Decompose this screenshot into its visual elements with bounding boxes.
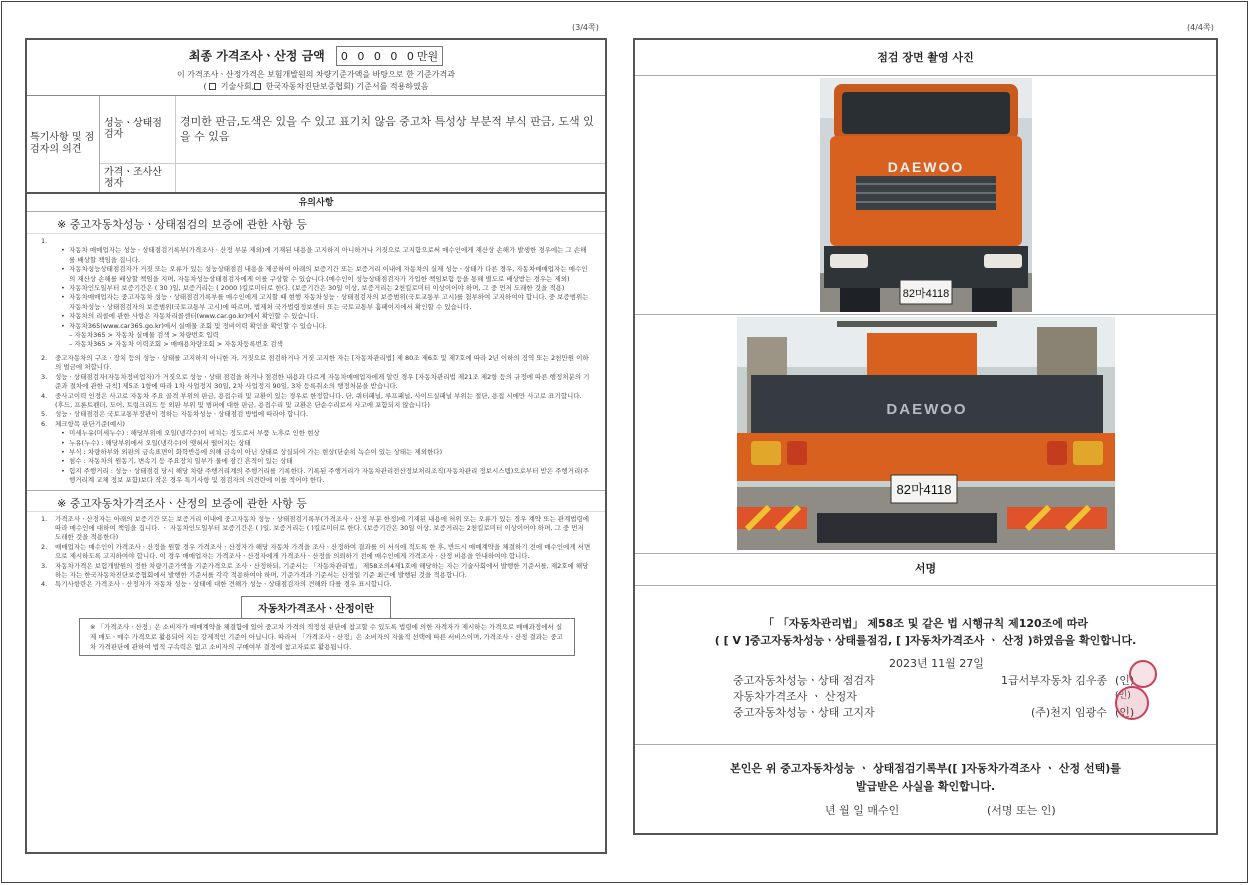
list-item: 4. 특기사항란은 가격조사ㆍ산정자가 자동차 성능ㆍ상태에 대한 견해가 성능ㆍ상태점검자의 견해와 다를 경우 표시합니다.	[41, 580, 392, 589]
list-item: • 자동차매매업자는 중고자동차 성능ㆍ상태점검기록부를 매수인에게 고지할 때 현행 자동차성능ㆍ상태점검자의 보증범위(국토교통부 고시)를 첨부하여 고지하여야 합니다. 중 보증범위는 자동차성능ㆍ상태점검자의 보증범위(국토교통부 고시)에 따르며, 법제처 국가법령정보센터 또는 국토교통부 홈페이지에서 확인할 수 있습니다.	[61, 293, 589, 311]
brand-logo-front: DAEWOO	[887, 159, 965, 175]
page-number-right: (4/4쪽)	[1187, 23, 1214, 32]
truck-front-photo	[820, 78, 1032, 312]
price-unit: 만원	[416, 49, 439, 63]
truck-rear-image	[737, 317, 1115, 550]
notifier-stamp	[1115, 686, 1149, 720]
law-line-1: 「 「자동차관리법」 제58조 및 같은 법 시행규칙 제120조에 따라	[762, 617, 1089, 630]
list-item: 1. 가격조사ㆍ산정자는 아래의 보증기간 또는 보증거리 이내에 중고자동차 성능ㆍ상태점검기록부(가격조사ㆍ산정 부분 한정)에 기재된 내용에 허위 또는 오류가 있는 경우 계약 또는 관계법령에 따라 매수인에 대하여 책임을 집니다. ㆍ 자동차인도일부터 보증기간은 ( )일, 보증거리는 ( )킬로미터로 한다. (보증기간은 30일 이상, 보증거리는 2천킬로미터 이상이어야 하며, 그 중 먼저 도래한 것을 적용한다)	[41, 514, 590, 542]
appraisal-title: 자동차가격조사ㆍ산정이란	[241, 596, 391, 618]
notifier-name: (주)천지 임광수	[1031, 706, 1107, 719]
sign-date: 2023년 11월 27일	[889, 657, 984, 670]
confirm-line-2: 발급받은 사실을 확인합니다.	[855, 780, 996, 793]
remarks-price-label: 가격ㆍ조사산정자	[100, 164, 176, 192]
confirm-divider	[635, 744, 1216, 745]
signature-divider	[635, 585, 1216, 586]
appraiser-label: 자동차가격조사 ㆍ 산정자	[733, 690, 857, 703]
page-3	[25, 38, 607, 854]
list-item: • 자동차의 리콜에 관한 사항은 자동차리콜센터(www.car.go.kr)에서 확인할 수 있습니다.	[61, 312, 319, 321]
list-item: • 누유(누수) : 해당부위에서 오일(냉각수)이 맺혀서 떨어지는 상태	[61, 438, 251, 447]
appraisal-box: ※ 「가격조사ㆍ산정」은 소비자가 매매계약을 체결함에 있어 중고차 가격의 적정성 판단에 참고할 수 있도록 법령에 의한 자격자가 제시하는 가격으로 매매과정에서 실제 매도ㆍ매수 가격으로 활용되어 지는 강제적인 기준이 아닙니다. 따라서 「가격조사ㆍ산정」은 소비자의 자율적 선택에 따른 서비스이며, 가격조사ㆍ산정 결과는 중고차 가격판단에 관하여 법적 구속력은 없고 소비자의 구매여부 결정에 참고자료로 활용됩니다.	[79, 618, 575, 656]
list-item: 2. 매매업자는 매수인이 가격조사ㆍ산정을 원할 경우 가격조사ㆍ산정자가 해당 자동차 가격을 조사ㆍ산정하여 결과를 이 서식에 적도록 한 후, 반드시 매매계약을 체결하기 전에 매수인에게 서면으로 제시하도록 고지하여야 합니다. 이 경우 매매업자는 가격조사ㆍ산정자에게 가격조사ㆍ산정을 의뢰하기 전에 매수인에게 가격조사ㆍ산정 비용을 안내하여야 합니다.	[41, 542, 591, 561]
list-item: 3. 자동차가격은 보험개발원의 정한 차량기준가액을 기준가격으로 조사ㆍ산정하되, 기준서는 「자동차관리법」 제58조의4제1호에 해당하는 자는 기술사회에서 발행한 기준서를, 제2호에 해당하는 자는 한국자동차진단보증협회에서 발행한 기준서를 각각 적용하여야 하며, 기준가격과 기준서는 산정일 기준 최근에 발행된 것을 적용합니다.	[41, 561, 589, 579]
price-box	[336, 46, 443, 66]
list-item: • 자동차인도일부터 보증기간은 ( 30 )일, 보증거리는 ( 2000 )킬로미터로 한다. (보증기간은 30일 이상, 보증거리는 2천킬로미터 이상이어야 하며, 그 중 먼저 도래한 것을 적용)	[61, 284, 565, 293]
notice-price	[27, 512, 605, 590]
remarks-row-perf	[100, 96, 605, 164]
confirm-line-1: 본인은 위 중고자동차성능 ㆍ 상태점검기록부([ ]자동차가격조사 ㆍ 산정 선택)를	[730, 762, 1121, 775]
notifier-seal-mark: (인)	[1115, 706, 1135, 719]
notice-performance: 1. • 자동차 매매업자는 성능ㆍ상태점검기록부(가격조사ㆍ산정 부분 제외)에 기재된 내용을 고지하지 아니하거나 거짓으로 고지함으로써 매수인에게 재산상 손해가 발생한 경우에는 그 손해를 배상할 책임을 집니다. • 자동차성능상태점검자가 거짓 또는 오류가 있는 성능상태점검 내용을 제공하여 아래의 보증기간 또는 보증거리 이내에 자동차의 실제 성능ㆍ상태가 다른 경우, 자동차매매업자는 매수인의 재산상 손해를 배상할 책임을 지며, 자동차성능상태점검자에게 이를 구상할 수 있습니다.(매수인이 성능상태점검자가 가입한 책임보험 등을 통해 별도로 배상받는 경우는 제외) • 자동차인도일부터 보증기간은 ( 30 )일, 보증거리는 ( 2000 )킬로미터로 한다. (보증기간은 30일 이상, 보증거리는 2천킬로미터 이상이어야 하며, 그 중 먼저 도래한 것을 적용) • 자동차매매업자는 중고자동차 성능ㆍ상태점검기록부를 매수인에게 고지할 때 현행 자동차성능ㆍ상태점검자의 보증범위(국토교통부 고시)를 첨부하여 고지하여야 합니다. 중 보증범위는 자동차성능ㆍ상태점검자의 보증범위(국토교통부 고시)에 따르며, 법제처 국가법령정보센터 또는 국토교통부 홈페이지에서 확인할 수 있습니다. • 자동차의 리콜에 관한 사항은 자동차리콜센터(www.car.go.kr)에서 확인할 수 있습니다. • 자동차365(www.car365.go.kr)에서 실매물 조회 및 정비이력 확인을 확인할 수 있습니다. – 자동차365 > 자동차 실매물 검색 > 차량번호 입력 – 자동차365 > 자동차 이력조회 > 매매용차량조회 > 자동차등록번호 검색 2. 중고자동차의 구조ㆍ장치 등의 성능ㆍ상태를 고지하지 아니한 자, 거짓으로 점검하거나 거짓 고지한 자는 [자동차관리법] 제 80조 제6호 및 제7호에 따라 2년 이하의 징역 또는 2천만원 이하의 벌금에 처합니다. 3. 성능ㆍ상태점검자(자동차정비업자)가 거짓으로 성능ㆍ상태 점검을 하거나 점검한 내용과 다르게 자동차매매업자에게 알린 경우 [자동차관리법 제21조 제2항 등의 규정에 따른 행정처분의 기준과 절차에 관한 규칙] 제5조 1항에 따라 1차 사업정지 30일, 2차 사업정지 90일, 3차 등록취소의 행정처분을 받습니다. 4. 중사고이력 인정은 사고로 자동차 주요 골격 부위의 판금, 용접수리 및 교환이 있는 경우로 한정합니다. 단, 쿼터패널, 루프패널, 사이드실패널 부위는 절단, 용접 시에만 사고로 표기합니다. (후드, 프론트펜더, 도어, 트렁크리드 등 외판 부위 및 범퍼에 대한 판금, 용접수리 및 교환은 단순수리로서 사고에 포함되지 않습니다) 5. 성능ㆍ상태점검은 국토교통부장관이 정하는 자동차성능ㆍ상태점검 방법에 따라야 합니다. 6. 체크항목 판단기준(예시) • 미세누유(미세누수) : 해당부위에 오일(냉각수)이 비치는 정도로서 부품 노후로 인한 현상 • 누유(누수) : 해당부위에서 오일(냉각수)이 맺혀서 떨어지는 상태 • 부식 : 차량하부와 외판의 금속표면이 화학반응에 의해 금속이 아닌 상태로 상실되어 가는 현상(단순히 녹슨이 있는 상태는 제외한다) • 침수 : 자동차의 원동기, 변속기 등 주요장치 일부가 물에 잠긴 흔적이 있는 상태 • 험지 주행거리 : 성능ㆍ상태점검 당시 해당 차량 주행거리계의 주행거리를 기록한다. 기록된 주행거리가 자동차관리전산정보처리조직(자동차관리 정보시스템)으로부터 받은 주행거리(주행거리계 교체 정보 포함)보다 작은 경우 특기사항 및 점검자의 의견란에 이를 적어야 한다.	[41, 237, 590, 485]
page-number-left: (3/4쪽)	[572, 23, 599, 32]
list-item: 6. 체크항목 판단기준(예시)	[41, 419, 125, 428]
list-item: • 자동차 매매업자는 성능ㆍ상태점검기록부(가격조사ㆍ산정 부분 제외)에 기재된 내용을 고지하지 아니하거나 거짓으로 고지함으로써 매수인에게 재산상 손해가 발생한 경우에는 그 손해를 배상할 책임을 집니다.	[61, 246, 587, 264]
list-item: 4. 중사고이력 인정은 사고로 자동차 주요 골격 부위의 판금, 용접수리 및 교환이 있는 경우로 한정합니다. 단, 쿼터패널, 루프패널, 사이드실패널 부위는 절단, 용접 시에만 사고로 표기합니다. (후드, 프론트펜더, 도어, 트렁크리드 등 외판 부위 및 범퍼에 대한 판금, 용접수리 및 교환은 단순수리로서 사고에 포함되지 않습니다)	[41, 391, 582, 409]
price-digits: 0 0 0 0 0	[340, 49, 417, 63]
remarks-price-text	[176, 164, 605, 192]
plate-front: 82마4118	[902, 288, 950, 300]
inspector-stamp	[1129, 660, 1157, 688]
list-item: • 미세누유(미세누수) : 해당부위에 오일(냉각수)이 비치는 정도로서 부품 노후로 인한 현상	[61, 429, 320, 438]
law-line-2: ( [ V ]중고자동차성능ㆍ상태를점검, [ ]자동차가격조사 ㆍ 산정 )하였음을 확인합니다.	[714, 634, 1137, 647]
price-title: 최종 가격조사ㆍ산정 금액	[188, 49, 325, 63]
list-item: • 험지 주행거리 : 성능ㆍ상태점검 당시 해당 차량 주행거리계의 주행거리를 기록한다. 기록된 주행거리가 자동차관리전산정보처리조직(자동차관리 정보시스템)으로부터 받은 주행거리(주행거리계 교체 정보 포함)보다 작은 경우 특기사항 및 점검자의 의견란에 이를 적어야 한다.	[61, 466, 590, 485]
signature-top-divider	[635, 553, 1216, 554]
remarks-label: 특기사항 및 점검자의 의견	[27, 96, 100, 192]
truck-rear-photo	[737, 317, 1115, 550]
brand-logo-rear: DAEWOO	[886, 401, 968, 418]
list-item: 3. 성능ㆍ상태점검자(자동차정비업자)가 거짓으로 성능ㆍ상태 점검을 하거나 점검한 내용과 다르게 자동차매매업자에게 알린 경우 [자동차관리법 제21조 제2항 등의 규정에 따른 행정처분의 기준과 절차에 관한 규칙] 제5조 1항에 따라 1차 사업정지 30일, 2차 사업정지 90일, 3차 등록취소의 행정처분을 받습니다.	[41, 372, 590, 391]
standard-line: ( 기술사회, 한국자동차진단보증협회) 기준서를 적용하였음	[203, 81, 429, 91]
buyer-sign[interactable]: (서명 또는 인)	[987, 804, 1056, 817]
checkbox-tech[interactable]	[209, 83, 216, 90]
inspector-seal-mark: (인)	[1115, 674, 1135, 687]
remarks-table	[27, 96, 605, 194]
list-item: 2. 중고자동차의 구조ㆍ장치 등의 성능ㆍ상태를 고지하지 아니한 자, 거짓으로 점검하거나 거짓 고지한 자는 [자동차관리법] 제 80조 제6호 및 제7호에 따라 2년 이하의 징역 또는 2천만원 이하의 벌금에 처합니다.	[41, 353, 589, 372]
buyer-line: 년 월 일 매수인	[825, 804, 900, 817]
notice-head-price: ※ 중고자동차가격조사ㆍ산정의 보증에 관한 사항 등	[27, 490, 605, 512]
notifier-label: 중고자동차성능ㆍ상태 고지자	[733, 706, 875, 719]
photo-divider	[635, 314, 1216, 315]
notice-head-performance: ※ 중고자동차성능ㆍ상태점검의 보증에 관한 사항 등	[27, 212, 605, 234]
page-4	[633, 38, 1218, 835]
inspector-label: 중고자동차성능ㆍ상태 점검자	[733, 674, 875, 687]
price-subtitle: 이 가격조사ㆍ산정가격은 보험개발원의 차량기준가액을 바탕으로 한 기준가격과	[176, 69, 455, 79]
list-item: • 침수 : 자동차의 원동기, 변속기 등 주요장치 일부가 물에 잠긴 흔적이 있는 상태	[61, 457, 293, 466]
photo-title: 점검 장면 촬영 사진	[635, 40, 1216, 76]
truck-front-image	[820, 78, 1032, 312]
list-item: 5. 성능ㆍ상태점검은 국토교통부장관이 정하는 자동차성능ㆍ상태점검 방법에 따라야 합니다.	[41, 410, 309, 419]
checkbox-assoc[interactable]	[254, 83, 261, 90]
remarks-row-price	[100, 164, 605, 192]
list-item: • 자동차365(www.car365.go.kr)에서 실매물 조회 및 정비이력 확인을 확인할 수 있습니다.	[61, 321, 327, 330]
remarks-perf-label: 성능ㆍ상태점검자	[100, 96, 176, 163]
price-header	[27, 40, 605, 96]
inspector-name: 1급서부자동차 김우종	[1001, 674, 1108, 687]
signature-title: 서명	[914, 562, 937, 575]
remarks-perf-text: 경미한 판금,도색은 있을 수 있고 표기치 않음 중고차 특성상 부분적 부식 판금, 도색 있을 수 있음	[180, 115, 594, 143]
list-item: • 부식 : 차량하부와 외판의 금속표면이 화학반응에 의해 금속이 아닌 상태로 상실되어 가는 현상(단순히 녹슨이 있는 상태는 제외한다)	[61, 447, 443, 456]
appraiser-seal-mark: (인)	[1115, 691, 1131, 701]
plate-rear: 82마4118	[896, 482, 952, 497]
notice-title: 유의사항	[27, 194, 605, 212]
list-item: • 자동차성능상태점검자가 거짓 또는 오류가 있는 성능상태점검 내용을 제공하여 아래의 보증기간 또는 보증거리 이내에 자동차의 실제 성능ㆍ상태가 다른 경우, 자동차매매업자는 매수인의 재산상 손해를 배상할 책임을 지며, 자동차성능상태점검자에게 이를 구상할 수 있습니다.(매수인이 성능상태점검자가 가입한 책임보험 등을 통해 별도로 배상받는 경우는 제외)	[61, 265, 588, 283]
